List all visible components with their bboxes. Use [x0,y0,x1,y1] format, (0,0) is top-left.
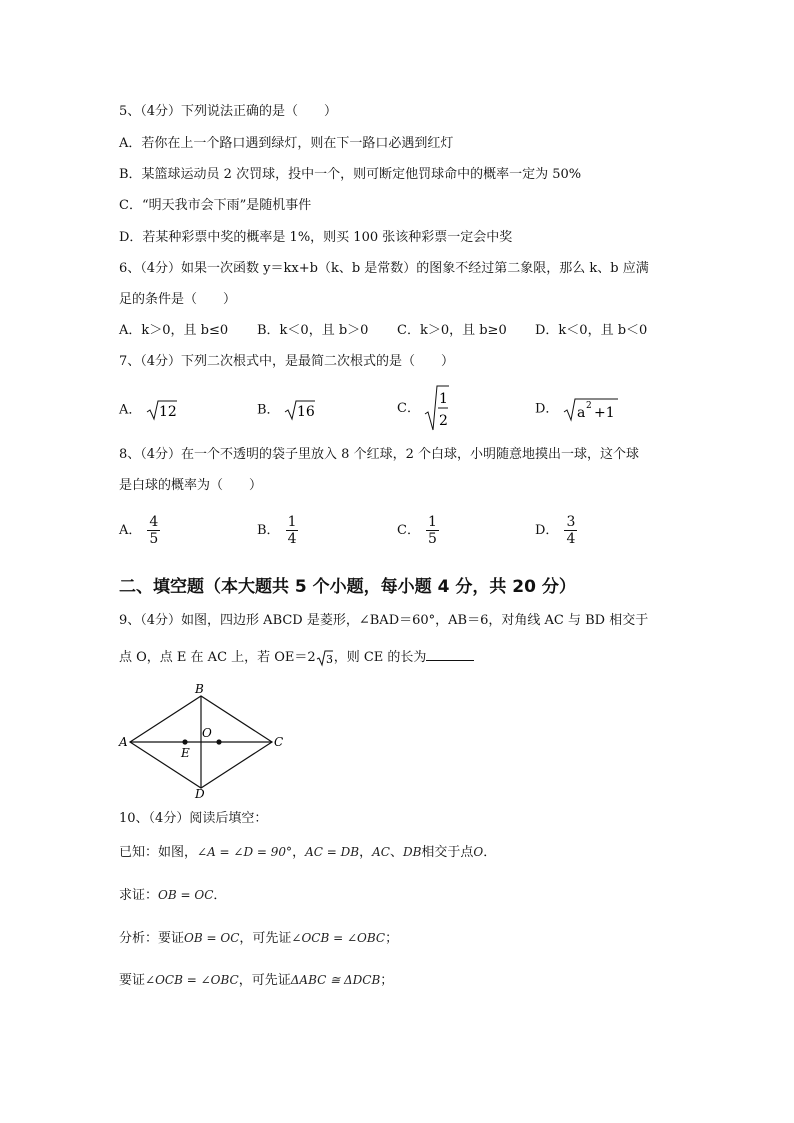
q6-option-b: B．k＜0，且 b＞0 [257,323,369,338]
q8-stem-line1: 8、（4分）在一个不透明的袋子里放入 8 个红球，2 个白球，小明随意地摸出一球，这个球 [119,447,639,462]
prove-end: ． [213,888,227,903]
q7-option-a-label: A． [119,402,142,418]
fraction-numerator: 1 [287,514,297,530]
given-point-o: O [473,845,484,859]
q8-option-a [119,514,160,547]
q10-stem: 10、（4分）阅读后填空： [119,811,268,826]
q7-option-d-label: D． [535,401,559,417]
q7-option-a-radicand: 12 [158,404,177,420]
fraction-numerator: 3 [566,514,576,530]
q5-option-b: B．某篮球运动员 2 次罚球，投中一个，则可断定他罚球命中的概率一定为 50% [119,167,582,182]
q7-option-a [119,399,178,421]
line4-end: ； [380,973,394,988]
q7-option-c-label: C． [397,401,420,416]
label-c: C [274,735,284,749]
q9-stem-line2-post: ，则 CE 的长为 [333,650,427,665]
q8-option-d [535,514,577,547]
q7-option-c [397,384,450,432]
label-b: B [195,682,204,696]
q10-given [119,843,496,862]
analysis-prefix: 分析：要证 [119,931,185,946]
fraction-denominator: 5 [149,531,159,547]
radical-fraction-icon [424,384,450,432]
q7-option-c-denominator: 2 [439,413,449,429]
q10-prove [119,886,226,905]
q8-option-d-label: D． [535,523,559,538]
q8-option-a-label: A． [119,523,142,538]
label-d: D [195,787,205,800]
prove-equation: OB = OC [158,888,214,902]
q7-option-d-rest: +1 [593,405,615,421]
point-e-dot [182,739,187,744]
given-separator: ， [359,845,373,860]
line4-middle: ，可先证 [238,973,291,988]
q10-analysis [119,929,398,948]
q8-option-c [397,514,439,547]
prove-prefix: 求证： [119,888,159,903]
given-segment-db: DB [402,845,422,859]
q7-stem: 7、（4分）下列二次根式中，是最简二次根式的是（ ） [119,354,455,369]
q7-option-b-radicand: 16 [296,404,315,420]
label-o: O [202,726,212,740]
label-a: A [119,735,128,749]
q7-option-b-label: B． [257,402,280,418]
q10-line4 [119,971,393,990]
given-separator: ， [292,845,306,860]
q9-stem-line2 [119,648,474,667]
q5-option-d: D．若某种彩票中奖的概率是 1%，则买 100 张该种彩票一定会中奖 [119,230,513,245]
fraction-denominator: 5 [427,531,437,547]
q8-option-d-fraction [564,514,577,547]
radical-sign-icon [284,399,316,421]
q5-option-c: C．“明天我市会下雨”是随机事件 [119,198,312,213]
q9-stem-line1: 9、（4分）如图，四边形 ABCD 是菱形，∠BAD＝60°，AB＝6，对角线 AC 与 BD 相交于 [119,613,649,628]
analysis-equation-2: ∠OCB = ∠OBC [291,931,386,945]
radical-sign-icon [563,396,619,422]
q6-stem-line2: 足的条件是（ ） [119,292,237,307]
fraction-denominator: 4 [287,531,297,547]
line4-equation-1: ∠OCB = ∠OBC [145,973,239,987]
fraction-numerator: 4 [149,514,159,530]
q8-option-b [257,514,298,547]
q7-option-d-base: a [576,405,585,421]
line4-equation-2: ΔABC ≅ ΔDCB [290,973,381,987]
fraction-denominator: 4 [566,531,576,547]
q9-stem-line2-pre: 点 O，点 E 在 AC 上，若 OE＝2 [119,650,316,665]
q7-option-c-numerator: 1 [439,391,449,407]
q7-option-d-exponent: 2 [585,401,592,411]
section-heading: 二、填空题（本大题共 5 个小题，每小题 4 分，共 20 分） [119,577,576,597]
q6-option-a: A．k＞0，且 b≤0 [119,323,229,338]
q8-option-b-label: B． [257,523,280,538]
given-segment-ac: AC [372,845,390,859]
q9-radicand: 3 [325,652,333,666]
q8-option-c-label: C． [397,523,420,538]
q5-stem: 5、（4分）下列说法正确的是（ ） [119,104,338,119]
point-o-dot [216,739,221,744]
analysis-middle: ，可先证 [239,931,292,946]
given-angle-equation: ∠A = ∠D = 90° [197,845,293,859]
q5-option-a: A．若你在上一个路口遇到绿灯，则在下一路口必遇到红灯 [119,136,454,151]
rhombus-figure [117,680,287,800]
q6-stem-line1: 6、（4分）如果一次函数 y＝kx+b（k、b 是常数）的图象不经过第二象限，那么 k、b 应满 [119,261,649,276]
given-prefix: 已知：如图， [119,845,198,860]
q6-option-d: D．k＜0，且 b＜0 [535,323,648,338]
given-segment-equation: AC = DB [305,845,360,859]
given-end: ． [483,845,497,860]
label-e: E [181,746,190,760]
q8-stem-line2: 是白球的概率为（ ） [119,478,263,493]
q8-option-b-fraction [286,514,299,547]
q8-option-a-fraction [147,514,160,547]
q7-option-b [257,399,316,421]
radical-sign-icon [316,649,334,667]
radical-sign-icon [146,399,178,421]
fraction-numerator: 1 [427,514,437,530]
answer-blank[interactable] [426,648,474,661]
analysis-end: ； [385,931,399,946]
q7-option-d [535,396,619,422]
q6-option-c: C．k＞0，且 b≥0 [397,323,507,338]
analysis-equation-1: OB = OC [184,931,240,945]
given-middle-text: 相交于点 [421,845,474,860]
line4-prefix: 要证 [119,973,146,988]
given-separator: 、 [389,845,403,860]
q8-option-c-fraction [426,514,439,547]
